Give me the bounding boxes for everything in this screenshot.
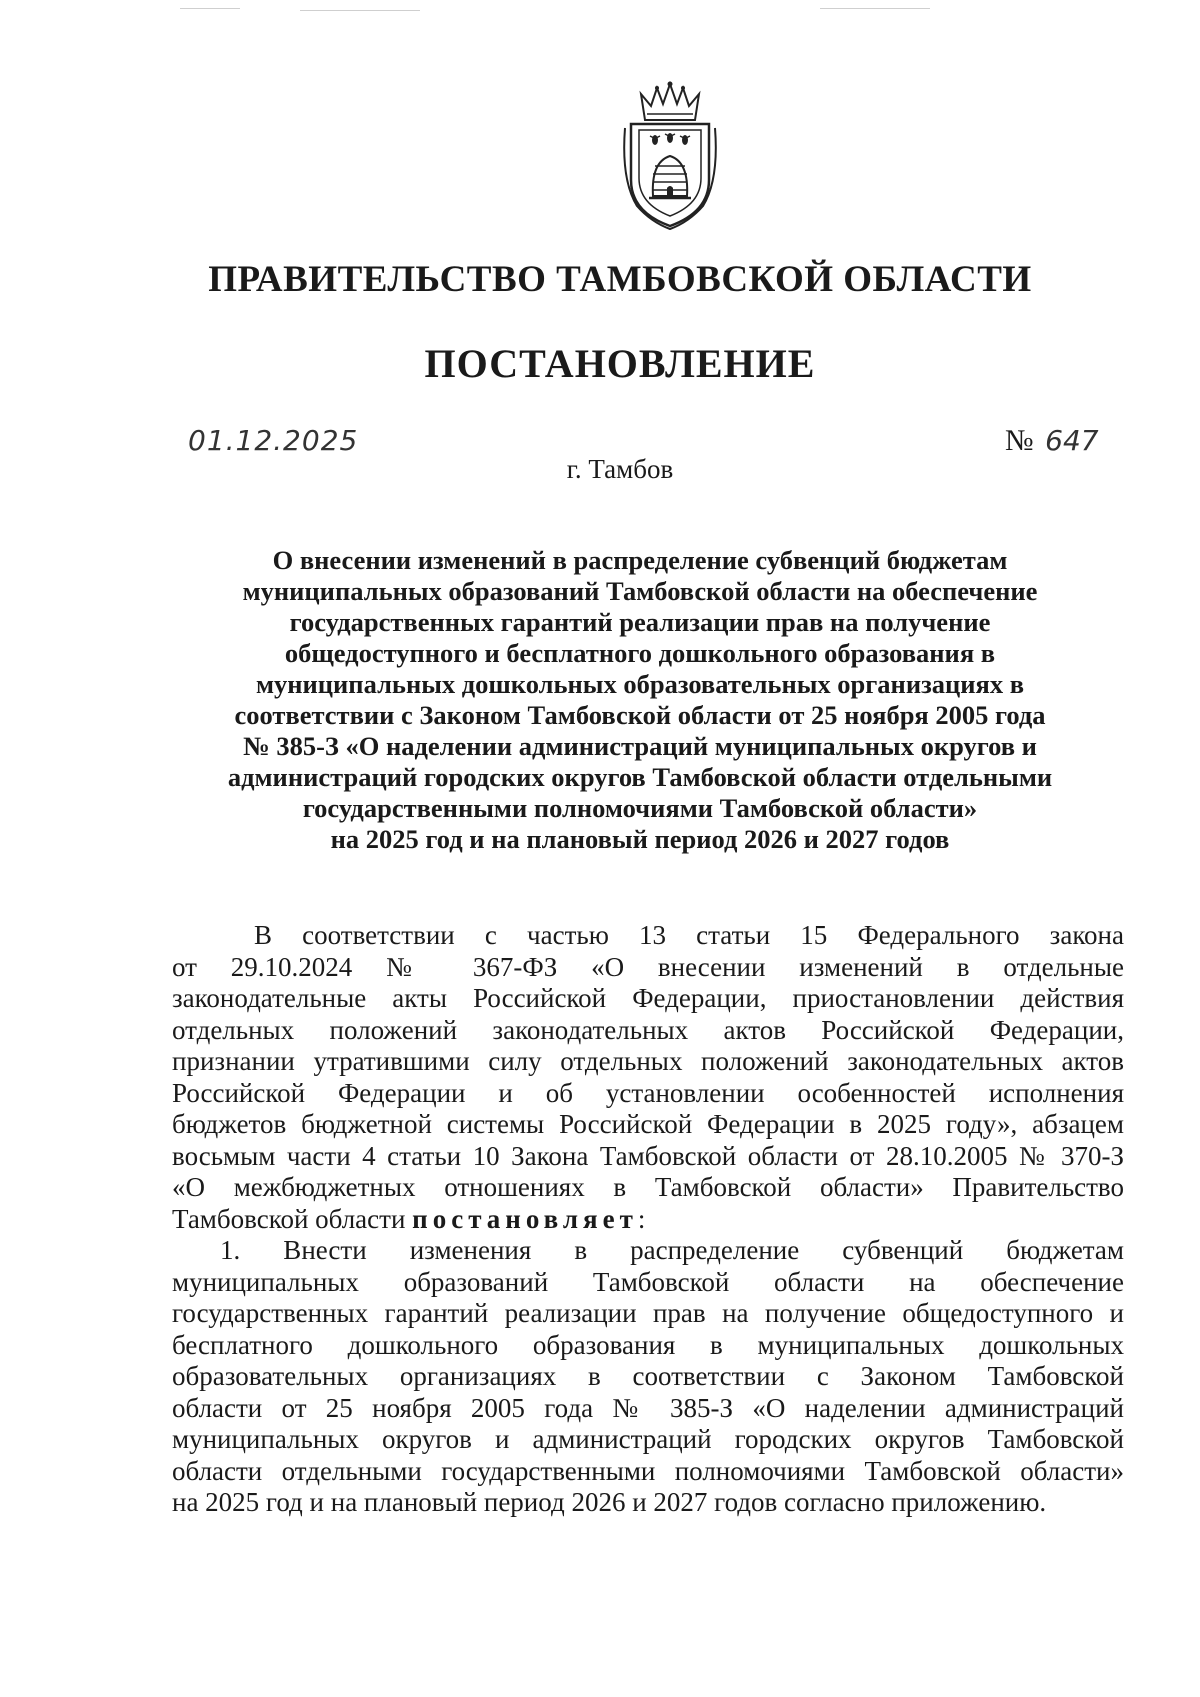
document-number: 647 — [1045, 424, 1099, 457]
scan-artifact — [820, 8, 930, 9]
body-line: от 29.10.2024 № 367-ФЗ «О внесении изменений в отдельные — [172, 951, 1124, 982]
subject-line: О внесении изменений в распределение субвенций бюджетам — [272, 545, 1008, 575]
decree-prefix: Тамбовской области — [172, 1203, 413, 1234]
body-line: восьмым части 4 статьи 10 Закона Тамбовской области от 28.10.2005 № 370-З — [172, 1140, 1124, 1171]
body-line: признании утратившими силу отдельных положений законодательных актов — [172, 1046, 1124, 1076]
subject-line: № 385-З «О наделении администраций муниципальных округов и — [243, 731, 1037, 761]
body-line: отдельных положений законодательных актов Российской Федерации, — [172, 1014, 1124, 1045]
document-type-heading: ПОСТАНОВЛЕНИЕ — [424, 341, 816, 386]
decree-line — [172, 1204, 1124, 1236]
subject-line: государственных гарантий реализации прав на получение — [289, 607, 991, 637]
item-line: муниципальных округов и администраций городских округов Тамбовской — [172, 1424, 1124, 1454]
item-line: на 2025 год и на плановый период 2026 и 2027 годов согласно приложению. — [172, 1487, 1047, 1517]
body-line: Российской Федерации и об установлении особенностей исполнения — [172, 1077, 1124, 1108]
decree-colon: : — [637, 1203, 646, 1234]
body-line: «О межбюджетных отношениях в Тамбовской области» Правительство — [172, 1172, 1124, 1202]
subject-line: на 2025 год и на плановый период 2026 и 2027 годов — [330, 824, 950, 854]
body-line: законодательные акты Российской Федерации, приостановлении действия — [172, 983, 1124, 1013]
decree-word: постановляет — [412, 1203, 638, 1234]
item-line: государственных гарантий реализации прав на получение общедоступного и — [172, 1298, 1124, 1328]
number-sign: № — [1005, 424, 1034, 457]
item-line: 1. Внести изменения в распределение субвенций бюджетам — [220, 1235, 1124, 1265]
subject-line: соответствии с Законом Тамбовской области от 25 ноября 2005 года — [234, 700, 1046, 730]
document-subject — [180, 545, 1100, 855]
subject-line: общедоступного и бесплатного дошкольного образования в — [284, 638, 996, 668]
item-line: области от 25 ноября 2005 года № 385-З «О наделении администраций — [172, 1392, 1124, 1423]
tambov-coat-of-arms-icon — [617, 80, 723, 230]
subject-line: государственными полномочиями Тамбовской области» — [302, 793, 978, 823]
scan-artifact — [180, 8, 240, 9]
document-date: 01.12.2025 — [188, 424, 359, 457]
subject-line: администраций городских округов Тамбовской области отдельными — [227, 762, 1053, 792]
item-line: муниципальных образований Тамбовской области на обеспечение — [172, 1266, 1124, 1297]
item-line: области отдельными государственными полномочиями Тамбовской области» — [172, 1455, 1124, 1486]
document-body — [172, 920, 1124, 1519]
government-title: ПРАВИТЕЛЬСТВО ТАМБОВСКОЙ ОБЛАСТИ — [208, 259, 1032, 300]
body-line: В соответствии с частью 13 статьи 15 Федерального закона — [254, 920, 1124, 950]
subject-line: муниципальных дошкольных образовательных организациях в — [255, 669, 1025, 699]
city-name: г. Тамбов — [566, 454, 674, 484]
item-line: бесплатного дошкольного образования в муниципальных дошкольных — [172, 1329, 1124, 1360]
body-line: бюджетов бюджетной системы Российской Федерации в 2025 году», абзацем — [172, 1109, 1124, 1139]
item-line: образовательных организациях в соответствии с Законом Тамбовской — [172, 1361, 1124, 1391]
subject-line: муниципальных образований Тамбовской области на обеспечение — [242, 576, 1038, 606]
scan-artifact — [300, 10, 420, 11]
document-number-block — [1005, 424, 1099, 458]
